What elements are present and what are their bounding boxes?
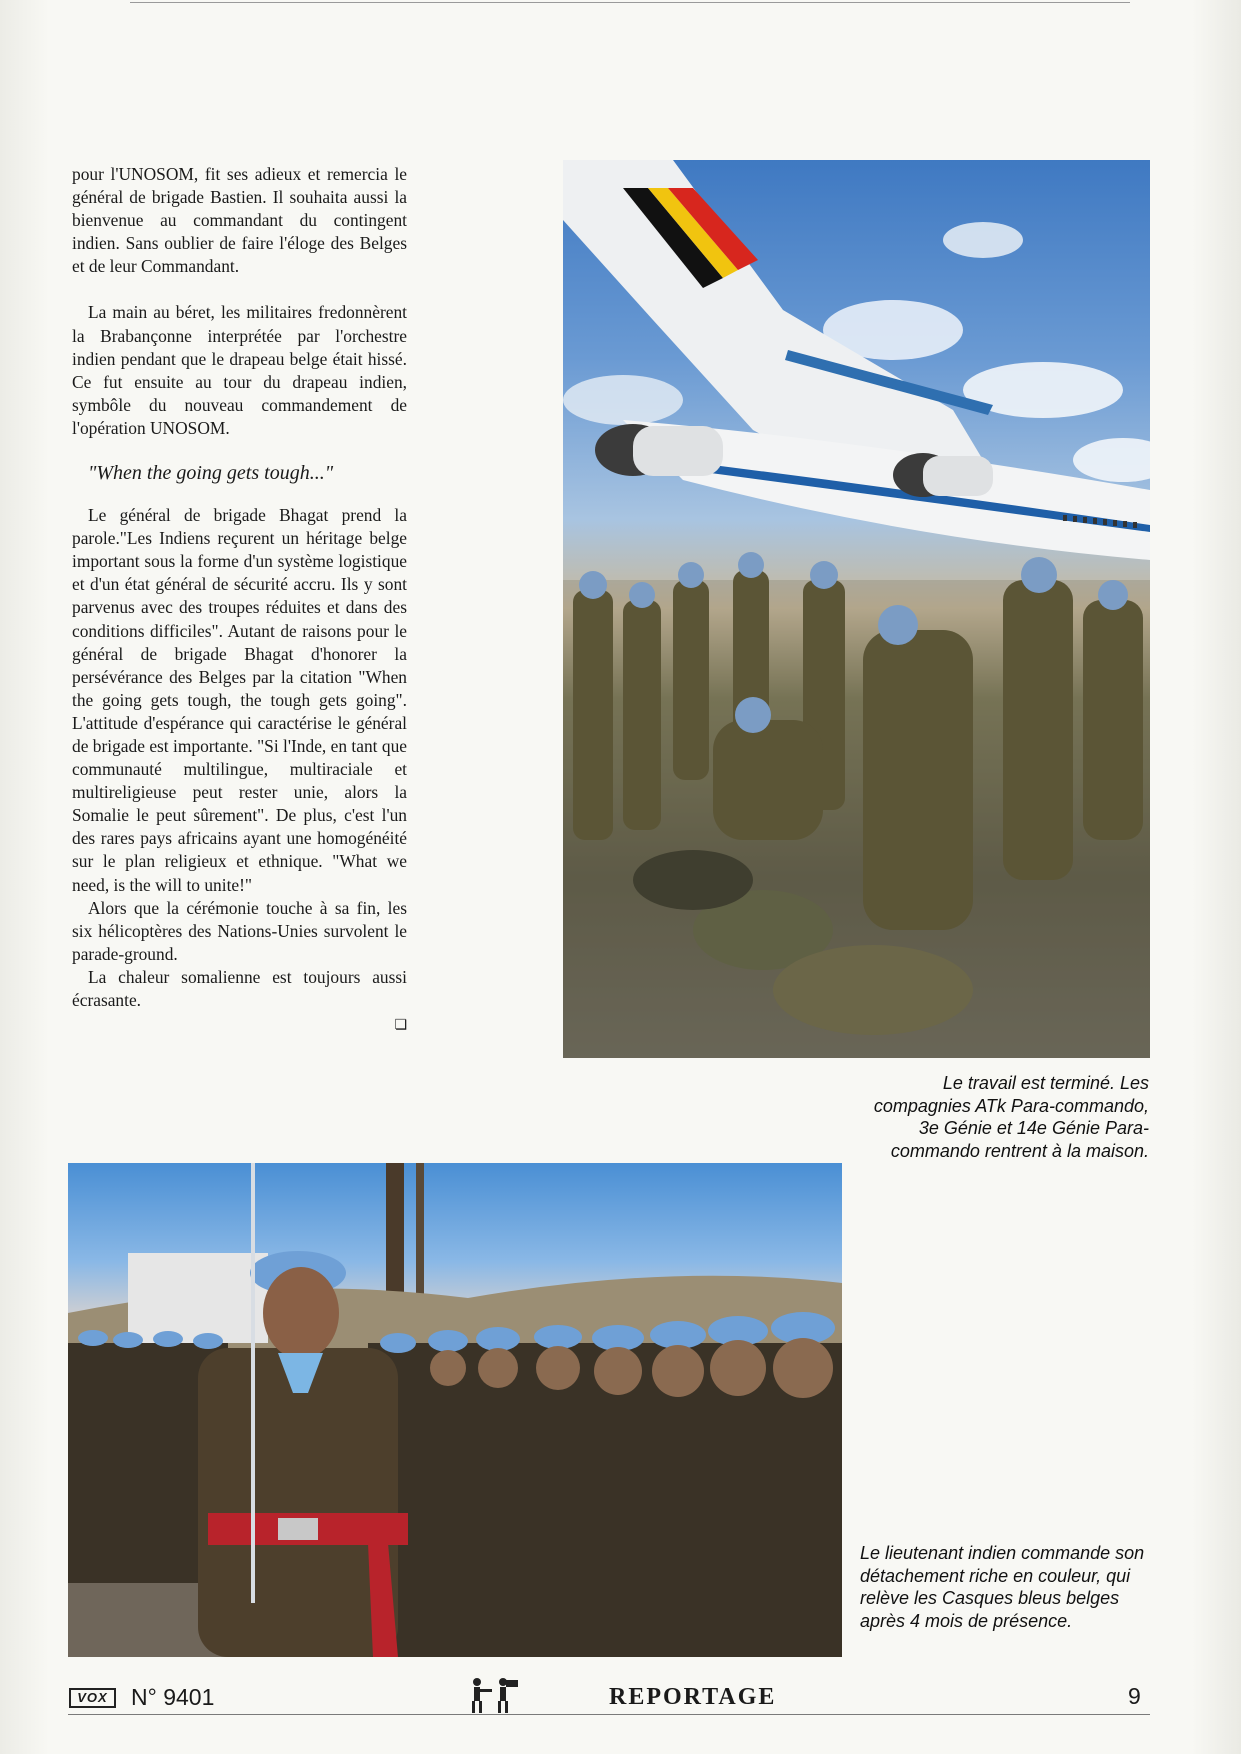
article-paragraph: La chaleur somalienne est toujours aussi écrasante.: [72, 966, 407, 1010]
caption-parade-photo: Le lieutenant indien commande son détachement riche en couleur, qui relève les Casques bleus belges après 4 mois de présence.: [860, 1543, 1145, 1631]
issue-number: N° 9401: [131, 1684, 215, 1710]
reporter-pictogram-icon: [463, 1676, 521, 1714]
end-of-article-mark: ❏: [394, 1017, 407, 1034]
article-paragraph: La main au béret, les militaires fredonnèrent la Brabançonne interprétée par l'orchestre indien pendant que le drapeau belge était hissé. Ce fut ensuite au tour du drapeau indien, symbôle du nouveau commandement de l'opération UNOSOM.: [72, 302, 407, 438]
section-title: REPORTAGE: [609, 1684, 777, 1710]
caption-airplane-photo: Le travail est terminé. Les compagnies ATk Para-commando, 3e Génie et 14e Génie Para-commando rentrent à la maison.: [873, 1073, 1149, 1161]
airplane-scene-illustration: [563, 160, 1150, 1058]
top-rule: [130, 2, 1130, 3]
photo-soldiers-airplane: [563, 160, 1150, 1058]
page-number: 9: [1128, 1683, 1141, 1709]
parade-scene-illustration: [68, 1163, 842, 1657]
article-paragraph: pour l'UNOSOM, fit ses adieux et remercia le général de brigade Bastien. Il souhaita aussi la bienvenue au commandant du contingent indien. Sans oublier de faire l'éloge des Belges et de leur Commandant.: [72, 164, 407, 277]
photo-indian-detachment: [68, 1163, 842, 1657]
footer-rule: [68, 1714, 1150, 1715]
article-paragraph: Le général de brigade Bhagat prend la parole."Les Indiens reçurent un héritage belge important sous la forme d'un système logistique et d'un état général de sécurité accru. Ils y sont parvenus avec des troupes réduites et dans des conditions difficiles". Autant de raisons pour le général de brigade Bhagat d'honorer la persévérance des Belges par la citation "When the going gets tough, the tough gets going". L'attitude d'espérance qui caractérise le général de brigade est importante. "Si l'Inde, en tant que communauté multilingue, multiraciale et multireligieuse peut rester unie, alors la Somalie le peut sûrement". De plus, c'est l'un des rares pays africains ayant une homogénéité sur le plan religieux et ethnique. "What we need, is the will to unite!": [72, 505, 407, 895]
article-paragraph: Alors que la cérémonie touche à sa fin, les six hélicoptères des Nations-Unies survolent le parade-ground.: [72, 897, 407, 964]
magazine-logo: VOX: [69, 1688, 116, 1708]
article-subheading: "When the going gets tough...": [88, 462, 334, 485]
article-column: [72, 163, 407, 1037]
